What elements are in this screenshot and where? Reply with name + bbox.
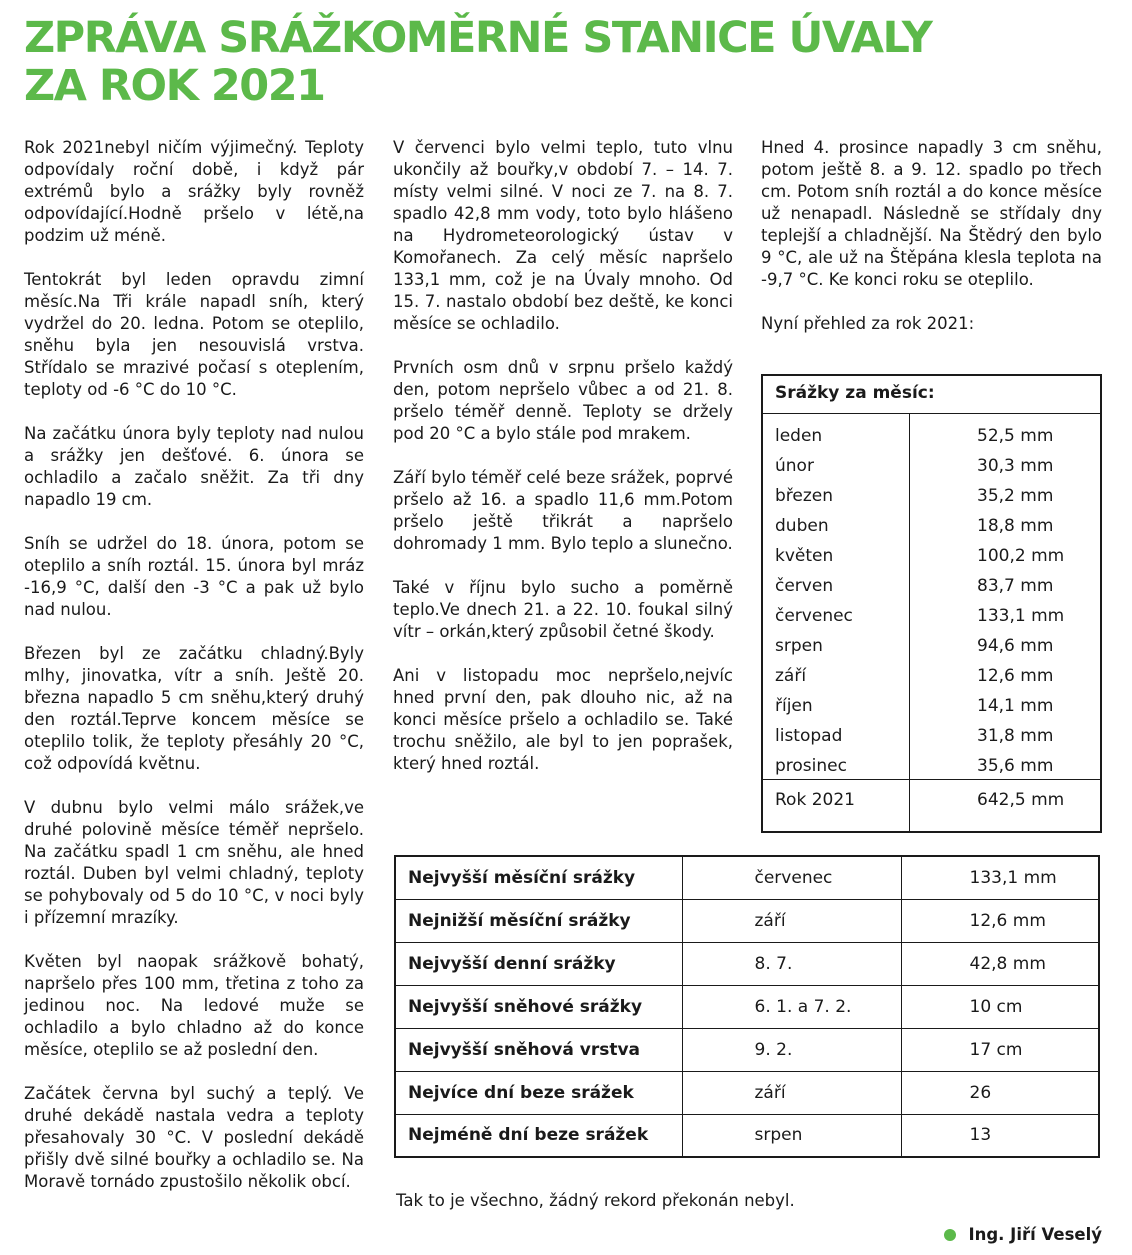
- month-value: 35,6 mm: [977, 756, 1054, 776]
- month-value: 14,1 mm: [977, 696, 1054, 716]
- paragraph: V červenci bylo velmi teplo, tuto vlnu ukončily až bouřky,v období 7. – 14. 7. místy velmi silné. V noci ze 7. na 8. 7. spadlo 42,8 mm vody, toto bylo hlášeno na Hydrometeorologický ústav v Komořanech. Za celý měsíc napršelo 133,1 mm, což je na Úvaly mnoho. Od 15. 7. nastalo období bez deště, ke konci měsíce se ochladilo.: [393, 138, 733, 333]
- paragraph: Prvních osm dnů v srpnu pršelo každý den, potom nepršelo vůbec a od 21. 8. pršelo téměř denně. Teploty se držely pod 20 °C a bylo stále pod mrakem.: [393, 358, 733, 443]
- article-title: [24, 14, 1104, 110]
- monthly-table-header: Srážky za měsíc:: [763, 376, 1100, 414]
- month-name: říjen: [775, 696, 813, 716]
- table-row: [763, 631, 1100, 661]
- table-total-row: [763, 779, 1100, 831]
- table-row: [763, 751, 1100, 781]
- table-row: [395, 1071, 1099, 1114]
- total-label: Rok 2021: [775, 790, 855, 810]
- record-label: Nejvíce dní beze srážek: [395, 1071, 682, 1114]
- paragraph: Březen byl ze začátku chladný.Byly mlhy, jinovatka, vítr a sníh. Ještě 20. března napadlo 5 cm sněhu,který druhý den roztál.Teprve koncem měsíce se oteplilo tolik, že teploty přesáhly 20 °C, což odpovídá květnu.: [24, 644, 364, 773]
- monthly-precipitation-table: [761, 374, 1102, 833]
- table-row: [395, 899, 1099, 942]
- record-amount: 133,1 mm: [901, 856, 1099, 899]
- month-value: 30,3 mm: [977, 456, 1054, 476]
- author-name: Ing. Jiří Veselý: [968, 1225, 1102, 1244]
- month-name: březen: [775, 486, 834, 506]
- record-when: 8. 7.: [682, 942, 901, 985]
- table-row: [763, 451, 1100, 481]
- bullet-dot-icon: [944, 1229, 956, 1241]
- paragraph: Ani v listopadu moc nepršelo,nejvíc hned první den, pak dlouho nic, až na konci měsíce pršelo a ochladilo se. Také trochu sněžilo, ale byl to jen poprašek, který hned roztál.: [393, 666, 733, 773]
- record-when: 9. 2.: [682, 1028, 901, 1071]
- month-name: září: [775, 666, 807, 686]
- record-label: Nejvyšší sněhové srážky: [395, 985, 682, 1028]
- paragraph: Sníh se udržel do 18. února, potom se oteplilo a sníh roztál. 15. února byl mráz -16,9 °C, další den -3 °C a pak už bylo nad nulou.: [24, 534, 364, 619]
- text-column-1: [24, 137, 364, 1215]
- record-amount: 26: [901, 1071, 1099, 1114]
- paragraph: Tentokrát byl leden opravdu zimní měsíc.Na Tři krále napadl sníh, který vydržel do 20. ledna. Potom se oteplilo, sněhu byla jen nesouvislá vrstva. Střídalo se mrazivé počasí s oteplením, teploty od -6 °C do 10 °C.: [24, 270, 364, 399]
- record-when: září: [682, 899, 901, 942]
- paragraph: Rok 2021nebyl ničím výjimečný. Teploty odpovídaly roční době, i když pár extrémů bylo a srážky byly rovněž odpovídající.Hodně pršelo v létě,na podzim už méně.: [24, 138, 364, 245]
- record-amount: 13: [901, 1114, 1099, 1157]
- record-amount: 17 cm: [901, 1028, 1099, 1071]
- table-row: [395, 942, 1099, 985]
- closing-sentence: Tak to je všechno, žádný rekord překonán nebyl.: [396, 1191, 795, 1210]
- month-value: 83,7 mm: [977, 576, 1054, 596]
- record-amount: 42,8 mm: [901, 942, 1099, 985]
- author-signature: [944, 1225, 1102, 1244]
- text-column-2: [393, 137, 733, 797]
- paragraph: Září bylo téměř celé beze srážek, poprvé pršelo až 16. a spadlo 11,6 mm.Potom pršelo ještě třikrát a napršelo dohromady 1 mm. Bylo teplo a slunečno.: [393, 468, 733, 553]
- paragraph: Květen byl naopak srážkově bohatý, napršelo přes 100 mm, třetina z toho za jedinou noc. Na ledové muže se ochladilo a bylo chladno až do konce měsíce, oteplilo se až poslední den.: [24, 952, 364, 1059]
- table-row: [763, 661, 1100, 691]
- month-name: listopad: [775, 726, 843, 746]
- total-value: 642,5 mm: [977, 790, 1065, 810]
- month-value: 100,2 mm: [977, 546, 1065, 566]
- paragraph: Hned 4. prosince napadly 3 cm sněhu, potom ještě 8. a 9. 12. spadlo po třech cm. Potom sníh roztál a do konce měsíce už nenapadl. Následně se střídaly dny teplejší a chladnější. Na Štědrý den bylo 9 °C, ale už na Štěpána klesla teplota na -9,7 °C. Ke konci roku se oteplilo.: [761, 138, 1102, 289]
- record-amount: 10 cm: [901, 985, 1099, 1028]
- table-row: [763, 601, 1100, 631]
- text-column-3: [761, 137, 1102, 357]
- month-value: 31,8 mm: [977, 726, 1054, 746]
- record-label: Nejnižší měsíční srážky: [395, 899, 682, 942]
- table-row: [395, 856, 1099, 899]
- paragraph: V dubnu bylo velmi málo srážek,ve druhé polovině měsíce téměř nepršelo. Na začátku spadl 1 cm sněhu, ale hned roztál. Duben byl velmi chladný, teploty se pohybovaly od 5 do 10 °C, v noci byly i přízemní mrazíky.: [24, 798, 364, 927]
- month-name: únor: [775, 456, 814, 476]
- record-label: Nejvyšší měsíční srážky: [395, 856, 682, 899]
- record-label: Nejvyšší denní srážky: [395, 942, 682, 985]
- paragraph: Začátek června byl suchý a teplý. Ve druhé dekádě nastala vedra a teploty přesahovaly 30 °C. V poslední dekádě přišly dvě silné bouřky a ochladilo se. Na Moravě tornádo zpustošilo několik obcí.: [24, 1084, 364, 1191]
- table-divider: [909, 414, 910, 831]
- record-amount: 12,6 mm: [901, 899, 1099, 942]
- table-row: [763, 421, 1100, 451]
- paragraph: Na začátku února byly teploty nad nulou a srážky jen dešťové. 6. února se ochladilo a začalo sněžit. Za tři dny napadlo 19 cm.: [24, 424, 364, 509]
- table-row: [763, 571, 1100, 601]
- month-name: prosinec: [775, 756, 847, 776]
- month-name: květen: [775, 546, 834, 566]
- title-line-2: ZA ROK 2021: [24, 61, 325, 111]
- table-row: [395, 1028, 1099, 1071]
- month-value: 94,6 mm: [977, 636, 1054, 656]
- table-row: [395, 985, 1099, 1028]
- month-value: 52,5 mm: [977, 426, 1054, 446]
- table-row: [763, 691, 1100, 721]
- record-label: Nejméně dní beze srážek: [395, 1114, 682, 1157]
- paragraph: Také v říjnu bylo sucho a poměrně teplo.Ve dnech 21. a 22. 10. foukal silný vítr – orkán,který způsobil četné škody.: [393, 578, 733, 641]
- month-value: 35,2 mm: [977, 486, 1054, 506]
- month-value: 12,6 mm: [977, 666, 1054, 686]
- month-value: 18,8 mm: [977, 516, 1054, 536]
- title-line-1: ZPRÁVA SRÁŽKOMĚRNÉ STANICE ÚVALY: [24, 13, 932, 63]
- record-when: srpen: [682, 1114, 901, 1157]
- record-label: Nejvyšší sněhová vrstva: [395, 1028, 682, 1071]
- table-row: [395, 1114, 1099, 1157]
- record-when: září: [682, 1071, 901, 1114]
- month-name: srpen: [775, 636, 823, 656]
- record-when: 6. 1. a 7. 2.: [682, 985, 901, 1028]
- table-row: [763, 481, 1100, 511]
- table-row: [763, 541, 1100, 571]
- month-name: duben: [775, 516, 829, 536]
- overview-intro: Nyní přehled za rok 2021:: [761, 314, 975, 333]
- table-row: [763, 511, 1100, 541]
- table-row: [763, 721, 1100, 751]
- month-name: červenec: [775, 606, 853, 626]
- month-value: 133,1 mm: [977, 606, 1065, 626]
- month-name: červen: [775, 576, 834, 596]
- records-table: [394, 855, 1100, 1158]
- month-name: leden: [775, 426, 823, 446]
- record-when: červenec: [682, 856, 901, 899]
